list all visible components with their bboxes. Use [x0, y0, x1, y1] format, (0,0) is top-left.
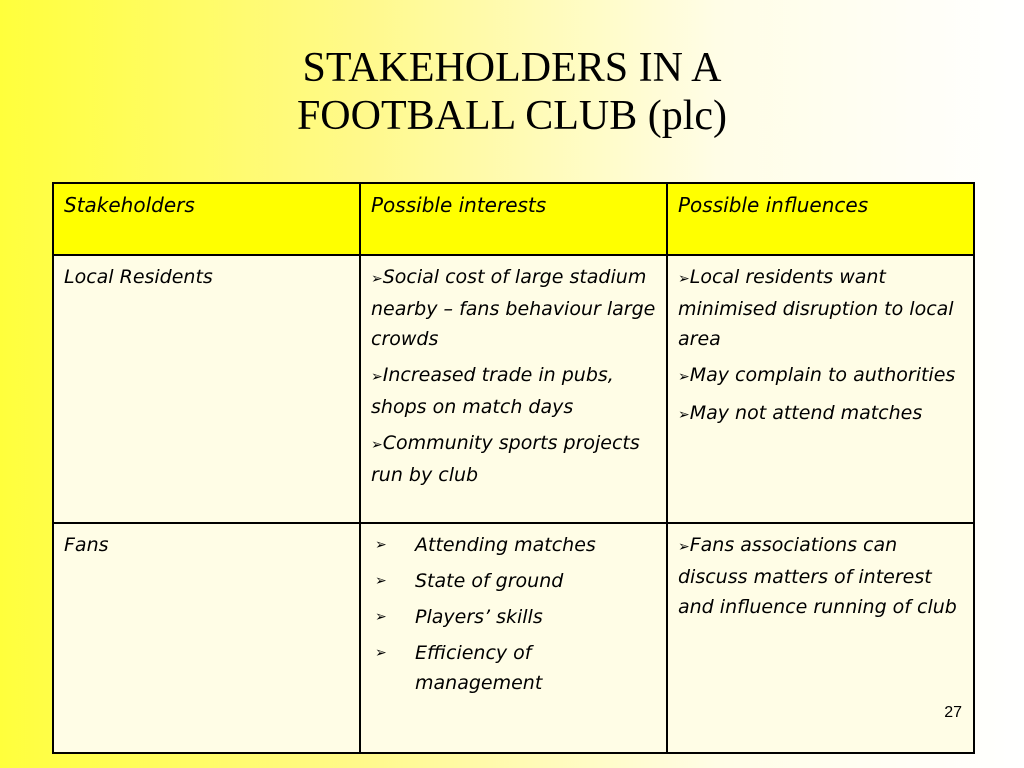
arrow-bullet-icon: ➢ [375, 573, 387, 589]
arrow-bullet-icon: ➢ [678, 407, 690, 423]
influences-cell [667, 255, 974, 523]
table-row [53, 523, 974, 753]
table-header-row [53, 183, 974, 255]
stakeholder-cell: Local Residents [53, 255, 360, 523]
list-item: ➢Fans associations can discuss matters of interest and influence running of club [678, 534, 957, 618]
list-item: ➢ Attending matches [371, 530, 658, 560]
stakeholder-table [52, 182, 975, 754]
arrow-bullet-icon: ➢ [375, 645, 387, 661]
title-line-1: STAKEHOLDERS IN A [302, 45, 722, 91]
list-item: ➢Increased trade in pubs, shops on match days [371, 364, 614, 418]
interests-cell [360, 523, 667, 753]
list-item: ➢May not attend matches [678, 402, 923, 424]
list-item: ➢May complain to authorities [678, 364, 956, 386]
list-item: ➢Social cost of large stadium nearby – fans behaviour large crowds [371, 266, 656, 350]
arrow-bullet-icon: ➢ [375, 537, 387, 553]
stakeholder-cell: Fans [53, 523, 360, 753]
slide-title [0, 44, 1024, 140]
header-possible-influences: Possible influences [667, 183, 974, 255]
table-row [53, 255, 974, 523]
arrow-bullet-icon: ➢ [678, 369, 690, 385]
influences-cell [667, 523, 974, 753]
arrow-bullet-icon: ➢ [371, 369, 383, 385]
title-line-2: FOOTBALL CLUB (plc) [296, 93, 728, 139]
interests-cell [360, 255, 667, 523]
list-item: ➢ Efficiency of management [371, 638, 658, 698]
list-item: ➢ State of ground [371, 566, 658, 596]
arrow-bullet-icon: ➢ [371, 271, 383, 287]
arrow-bullet-icon: ➢ [375, 609, 387, 625]
page-number: 27 [944, 704, 962, 721]
arrow-bullet-icon: ➢ [678, 539, 690, 555]
list-item: ➢Community sports projects run by club [371, 432, 640, 486]
header-stakeholders: Stakeholders [53, 183, 360, 255]
arrow-bullet-icon: ➢ [371, 437, 383, 453]
header-possible-interests: Possible interests [360, 183, 667, 255]
list-item: ➢ Players’ skills [371, 602, 658, 632]
list-item: ➢Local residents want minimised disruption to local area [678, 266, 954, 350]
arrow-bullet-icon: ➢ [678, 271, 690, 287]
